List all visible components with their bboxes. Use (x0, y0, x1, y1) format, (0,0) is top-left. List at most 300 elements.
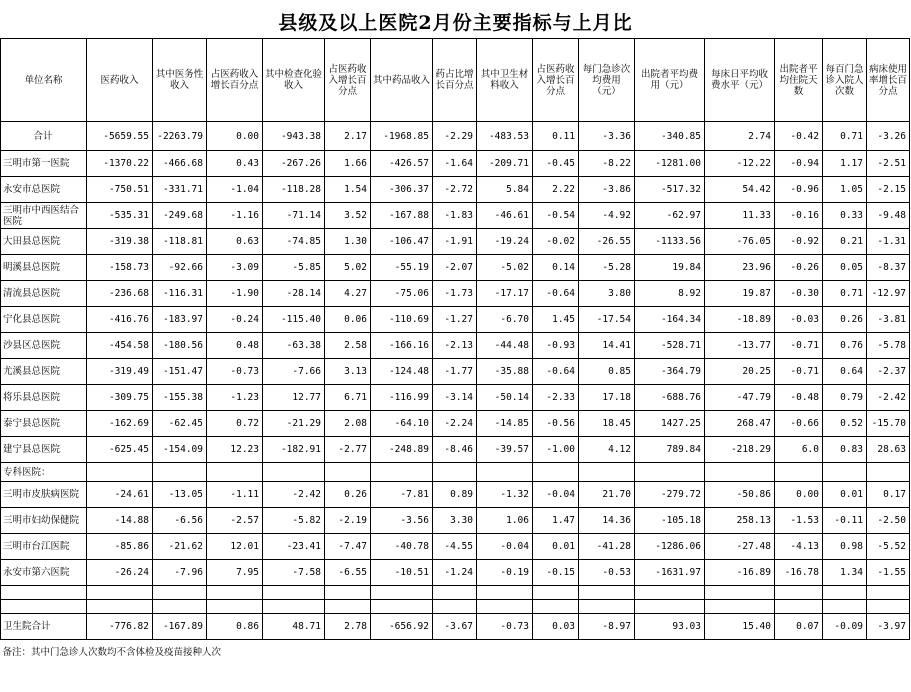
value-cell: -17.17 (477, 281, 533, 307)
value-cell: -182.91 (263, 437, 325, 463)
value-cell: 0.33 (823, 203, 867, 229)
value-cell: 93.03 (635, 614, 705, 640)
value-cell: -776.82 (87, 614, 153, 640)
value-cell: 8.92 (635, 281, 705, 307)
value-cell: 1.17 (823, 151, 867, 177)
value-cell: -158.73 (87, 255, 153, 281)
empty-cell (579, 463, 635, 482)
value-cell: -0.71 (775, 359, 823, 385)
column-header: 其中检查化验收入 (263, 39, 325, 122)
unit-name-cell: 沙县区总医院 (1, 333, 87, 359)
value-cell: -35.88 (477, 359, 533, 385)
value-cell: 23.96 (705, 255, 775, 281)
value-cell: -0.11 (823, 508, 867, 534)
empty-cell (823, 463, 867, 482)
value-cell: -6.56 (153, 508, 207, 534)
value-cell: 14.36 (579, 508, 635, 534)
value-cell: -3.81 (867, 307, 910, 333)
value-cell: 0.79 (823, 385, 867, 411)
value-cell: -39.57 (477, 437, 533, 463)
value-cell: 3.80 (579, 281, 635, 307)
empty-cell (867, 463, 910, 482)
value-cell: -267.26 (263, 151, 325, 177)
empty-cell (635, 463, 705, 482)
table-row (1, 281, 910, 307)
value-cell: -0.15 (533, 560, 579, 586)
value-cell: -2263.79 (153, 122, 207, 151)
indicator-table (0, 38, 910, 664)
value-cell: -750.51 (87, 177, 153, 203)
value-cell: -218.29 (705, 437, 775, 463)
value-cell: -13.05 (153, 482, 207, 508)
table-row (1, 255, 910, 281)
value-cell: 0.52 (823, 411, 867, 437)
value-cell: -2.42 (263, 482, 325, 508)
value-cell: -118.81 (153, 229, 207, 255)
value-cell: -0.96 (775, 177, 823, 203)
value-cell: -1.23 (207, 385, 263, 411)
value-cell: -0.73 (207, 359, 263, 385)
empty-cell (433, 586, 477, 600)
empty-cell (579, 586, 635, 600)
value-cell: -466.68 (153, 151, 207, 177)
value-cell: -105.18 (635, 508, 705, 534)
unit-name-cell: 三明市皮肤病医院 (1, 482, 87, 508)
value-cell: -0.92 (775, 229, 823, 255)
value-cell: 20.25 (705, 359, 775, 385)
value-cell: 0.98 (823, 534, 867, 560)
value-cell: -1.00 (533, 437, 579, 463)
value-cell: 1.66 (325, 151, 371, 177)
value-cell: -7.47 (325, 534, 371, 560)
value-cell: -85.86 (87, 534, 153, 560)
unit-name-cell: 建宁县总医院 (1, 437, 87, 463)
empty-cell (153, 463, 207, 482)
value-cell: 0.85 (579, 359, 635, 385)
value-cell: -0.48 (775, 385, 823, 411)
value-cell: 0.43 (207, 151, 263, 177)
value-cell: 1.34 (823, 560, 867, 586)
value-cell: 17.18 (579, 385, 635, 411)
table-row (1, 560, 910, 586)
value-cell: -319.38 (87, 229, 153, 255)
value-cell: 0.06 (325, 307, 371, 333)
value-cell: -47.79 (705, 385, 775, 411)
unit-name-cell: 将乐县总医院 (1, 385, 87, 411)
value-cell: -50.86 (705, 482, 775, 508)
table-row (1, 482, 910, 508)
value-cell: 0.00 (207, 122, 263, 151)
unit-name-cell: 卫生院合计 (1, 614, 87, 640)
value-cell: -1.73 (433, 281, 477, 307)
value-cell: -1968.85 (371, 122, 433, 151)
value-cell: 0.07 (775, 614, 823, 640)
value-cell: -74.85 (263, 229, 325, 255)
empty-cell (263, 586, 325, 600)
value-cell: -17.54 (579, 307, 635, 333)
unit-name-cell: 明溪县总医院 (1, 255, 87, 281)
value-cell: -3.09 (207, 255, 263, 281)
table-row (1, 614, 910, 640)
value-cell: -75.06 (371, 281, 433, 307)
value-cell: -1370.22 (87, 151, 153, 177)
value-cell: 0.86 (207, 614, 263, 640)
empty-cell (705, 600, 775, 614)
column-header: 每床日平均收费水平（元） (705, 39, 775, 122)
empty-cell (775, 586, 823, 600)
value-cell: -23.41 (263, 534, 325, 560)
value-cell: -0.56 (533, 411, 579, 437)
value-cell: 0.71 (823, 122, 867, 151)
value-cell: -44.48 (477, 333, 533, 359)
value-cell: 15.40 (705, 614, 775, 640)
value-cell: 2.17 (325, 122, 371, 151)
value-cell: -0.04 (533, 482, 579, 508)
value-cell: -5.52 (867, 534, 910, 560)
value-cell: -1.16 (207, 203, 263, 229)
value-cell: -0.16 (775, 203, 823, 229)
value-cell: -0.54 (533, 203, 579, 229)
empty-cell (705, 463, 775, 482)
table-row (1, 203, 910, 229)
value-cell: 0.48 (207, 333, 263, 359)
value-cell: -625.45 (87, 437, 153, 463)
empty-cell (87, 463, 153, 482)
value-cell: 18.45 (579, 411, 635, 437)
value-cell: -943.38 (263, 122, 325, 151)
table-row (1, 151, 910, 177)
value-cell: -416.76 (87, 307, 153, 333)
value-cell: 1.54 (325, 177, 371, 203)
value-cell: -28.14 (263, 281, 325, 307)
spacer-row (1, 586, 910, 600)
page-title: 县级及以上医院2月份主要指标与上月比 (278, 12, 633, 34)
value-cell: 1.06 (477, 508, 533, 534)
value-cell: 19.87 (705, 281, 775, 307)
empty-cell (477, 586, 533, 600)
value-cell: -5.82 (263, 508, 325, 534)
value-cell: -364.79 (635, 359, 705, 385)
column-header: 每门急诊次均费用（元） (579, 39, 635, 122)
value-cell: -3.56 (371, 508, 433, 534)
column-header: 每百门急诊入院人次数 (823, 39, 867, 122)
value-cell: -426.57 (371, 151, 433, 177)
value-cell: 0.01 (533, 534, 579, 560)
value-cell: -7.66 (263, 359, 325, 385)
empty-cell (533, 600, 579, 614)
table-row (1, 122, 910, 151)
value-cell: 0.83 (823, 437, 867, 463)
value-cell: -1.55 (867, 560, 910, 586)
unit-name-cell: 尤溪县总医院 (1, 359, 87, 385)
value-cell: -4.92 (579, 203, 635, 229)
value-cell: -1.11 (207, 482, 263, 508)
value-cell: -0.19 (477, 560, 533, 586)
value-cell: -64.10 (371, 411, 433, 437)
value-cell: -249.68 (153, 203, 207, 229)
value-cell: 21.70 (579, 482, 635, 508)
value-cell: -62.45 (153, 411, 207, 437)
value-cell: -3.26 (867, 122, 910, 151)
value-cell: -115.40 (263, 307, 325, 333)
value-cell: -2.50 (867, 508, 910, 534)
value-cell: -454.58 (87, 333, 153, 359)
value-cell: -167.88 (371, 203, 433, 229)
value-cell: -9.48 (867, 203, 910, 229)
value-cell: 1.05 (823, 177, 867, 203)
value-cell: -517.32 (635, 177, 705, 203)
value-cell: -0.66 (775, 411, 823, 437)
value-cell: 1.47 (533, 508, 579, 534)
table-row (1, 508, 910, 534)
empty-cell (579, 600, 635, 614)
value-cell: 0.71 (823, 281, 867, 307)
value-cell: -26.24 (87, 560, 153, 586)
unit-name-cell: 三明市中西医结合医院 (1, 203, 87, 229)
empty-cell (533, 463, 579, 482)
column-header: 药占比增长百分点 (433, 39, 477, 122)
value-cell: -27.48 (705, 534, 775, 560)
value-cell: 3.52 (325, 203, 371, 229)
unit-name-cell: 清流县总医院 (1, 281, 87, 307)
value-cell: -6.70 (477, 307, 533, 333)
empty-cell (433, 463, 477, 482)
value-cell: -116.31 (153, 281, 207, 307)
value-cell: -8.97 (579, 614, 635, 640)
note-row (1, 640, 910, 665)
table-row (1, 437, 910, 463)
value-cell: -12.22 (705, 151, 775, 177)
value-cell: -124.48 (371, 359, 433, 385)
value-cell: -4.55 (433, 534, 477, 560)
value-cell: -166.16 (371, 333, 433, 359)
empty-cell (533, 586, 579, 600)
column-header: 占医药收入增长百分点 (207, 39, 263, 122)
value-cell: 0.14 (533, 255, 579, 281)
value-cell: -1.83 (433, 203, 477, 229)
value-cell: -55.19 (371, 255, 433, 281)
unit-name-cell: 三明市第一医院 (1, 151, 87, 177)
value-cell: -18.89 (705, 307, 775, 333)
empty-cell (263, 600, 325, 614)
value-cell: 1.45 (533, 307, 579, 333)
value-cell: 789.84 (635, 437, 705, 463)
empty-cell (263, 463, 325, 482)
value-cell: -2.72 (433, 177, 477, 203)
value-cell: -0.71 (775, 333, 823, 359)
value-cell: -0.53 (579, 560, 635, 586)
table-row (1, 333, 910, 359)
value-cell: 0.76 (823, 333, 867, 359)
column-header: 其中药品收入 (371, 39, 433, 122)
value-cell: 48.71 (263, 614, 325, 640)
value-cell: -8.22 (579, 151, 635, 177)
section-label-row (1, 463, 910, 482)
value-cell: -3.67 (433, 614, 477, 640)
empty-cell (705, 586, 775, 600)
value-cell: -2.19 (325, 508, 371, 534)
empty-cell (371, 463, 433, 482)
value-cell: -2.42 (867, 385, 910, 411)
empty-cell (635, 586, 705, 600)
value-cell: -0.73 (477, 614, 533, 640)
table-row (1, 534, 910, 560)
value-cell: -4.13 (775, 534, 823, 560)
unit-name-cell: 宁化县总医院 (1, 307, 87, 333)
value-cell: -92.66 (153, 255, 207, 281)
value-cell: 12.23 (207, 437, 263, 463)
value-cell: -0.42 (775, 122, 823, 151)
value-cell: -21.62 (153, 534, 207, 560)
value-cell: 0.11 (533, 122, 579, 151)
value-cell: -7.58 (263, 560, 325, 586)
value-cell: -306.37 (371, 177, 433, 203)
value-cell: -71.14 (263, 203, 325, 229)
value-cell: -1.90 (207, 281, 263, 307)
value-cell: -5.28 (579, 255, 635, 281)
value-cell: 0.17 (867, 482, 910, 508)
value-cell: -2.77 (325, 437, 371, 463)
value-cell: -0.24 (207, 307, 263, 333)
value-cell: -2.51 (867, 151, 910, 177)
value-cell: -2.24 (433, 411, 477, 437)
value-cell: -183.97 (153, 307, 207, 333)
empty-cell (823, 586, 867, 600)
value-cell: -3.97 (867, 614, 910, 640)
value-cell: -248.89 (371, 437, 433, 463)
value-cell: -116.99 (371, 385, 433, 411)
empty-cell (635, 600, 705, 614)
value-cell: -2.13 (433, 333, 477, 359)
empty-cell (477, 463, 533, 482)
value-cell: -46.61 (477, 203, 533, 229)
empty-cell (325, 463, 371, 482)
value-cell: 0.63 (207, 229, 263, 255)
value-cell: -1281.00 (635, 151, 705, 177)
empty-cell (867, 586, 910, 600)
column-header: 单位名称 (1, 39, 87, 122)
value-cell: -2.29 (433, 122, 477, 151)
value-cell: -26.55 (579, 229, 635, 255)
value-cell: 258.13 (705, 508, 775, 534)
value-cell: -1631.97 (635, 560, 705, 586)
value-cell: -14.85 (477, 411, 533, 437)
value-cell: 0.72 (207, 411, 263, 437)
empty-cell (87, 600, 153, 614)
value-cell: -154.09 (153, 437, 207, 463)
empty-cell (1, 600, 87, 614)
value-cell: -340.85 (635, 122, 705, 151)
value-cell: 4.27 (325, 281, 371, 307)
value-cell: -2.37 (867, 359, 910, 385)
value-cell: 28.63 (867, 437, 910, 463)
value-cell: 0.26 (325, 482, 371, 508)
unit-name-cell: 三明市妇幼保健院 (1, 508, 87, 534)
value-cell: -2.07 (433, 255, 477, 281)
empty-cell (775, 463, 823, 482)
value-cell: 54.42 (705, 177, 775, 203)
value-cell: 2.74 (705, 122, 775, 151)
table-row (1, 411, 910, 437)
value-cell: -76.05 (705, 229, 775, 255)
value-cell: -0.94 (775, 151, 823, 177)
empty-cell (87, 586, 153, 600)
table-row (1, 229, 910, 255)
column-header: 其中医务性收入 (153, 39, 207, 122)
empty-cell (207, 600, 263, 614)
value-cell: -13.77 (705, 333, 775, 359)
value-cell: 6.0 (775, 437, 823, 463)
footnote: 备注：其中门急诊人次数均不含体检及疫苗接种人次 (1, 640, 910, 665)
value-cell: -0.03 (775, 307, 823, 333)
value-cell: -209.71 (477, 151, 533, 177)
unit-name-cell: 永安市第六医院 (1, 560, 87, 586)
value-cell: 1.30 (325, 229, 371, 255)
value-cell: -7.96 (153, 560, 207, 586)
value-cell: -688.76 (635, 385, 705, 411)
value-cell: 0.64 (823, 359, 867, 385)
value-cell: -0.64 (533, 281, 579, 307)
empty-cell (867, 600, 910, 614)
value-cell: 3.13 (325, 359, 371, 385)
value-cell: 2.58 (325, 333, 371, 359)
value-cell: 0.03 (533, 614, 579, 640)
value-cell: -1.27 (433, 307, 477, 333)
value-cell: -8.37 (867, 255, 910, 281)
empty-cell (371, 586, 433, 600)
value-cell: 2.78 (325, 614, 371, 640)
empty-cell (153, 586, 207, 600)
value-cell: -1286.06 (635, 534, 705, 560)
value-cell: -1.64 (433, 151, 477, 177)
value-cell: -0.02 (533, 229, 579, 255)
value-cell: 268.47 (705, 411, 775, 437)
unit-name-cell: 合计 (1, 122, 87, 151)
value-cell: -164.34 (635, 307, 705, 333)
value-cell: -40.78 (371, 534, 433, 560)
value-cell: -62.97 (635, 203, 705, 229)
value-cell: -535.31 (87, 203, 153, 229)
value-cell: -110.69 (371, 307, 433, 333)
value-cell: -1.91 (433, 229, 477, 255)
empty-cell (433, 600, 477, 614)
value-cell: -0.26 (775, 255, 823, 281)
value-cell: -8.46 (433, 437, 477, 463)
value-cell: -279.72 (635, 482, 705, 508)
table-row (1, 307, 910, 333)
value-cell: -2.15 (867, 177, 910, 203)
value-cell: -1.77 (433, 359, 477, 385)
value-cell: -15.70 (867, 411, 910, 437)
value-cell: 2.08 (325, 411, 371, 437)
value-cell: 0.01 (823, 482, 867, 508)
unit-name-cell: 永安市总医院 (1, 177, 87, 203)
value-cell: -0.45 (533, 151, 579, 177)
value-cell: -63.38 (263, 333, 325, 359)
value-cell: -19.24 (477, 229, 533, 255)
value-cell: -0.30 (775, 281, 823, 307)
value-cell: -1.31 (867, 229, 910, 255)
column-header: 占医药收入增长百分点 (325, 39, 371, 122)
value-cell: -5659.55 (87, 122, 153, 151)
value-cell: 5.84 (477, 177, 533, 203)
table-row (1, 359, 910, 385)
value-cell: -24.61 (87, 482, 153, 508)
column-header: 医药收入 (87, 39, 153, 122)
value-cell: 0.21 (823, 229, 867, 255)
value-cell: 0.00 (775, 482, 823, 508)
value-cell: -162.69 (87, 411, 153, 437)
